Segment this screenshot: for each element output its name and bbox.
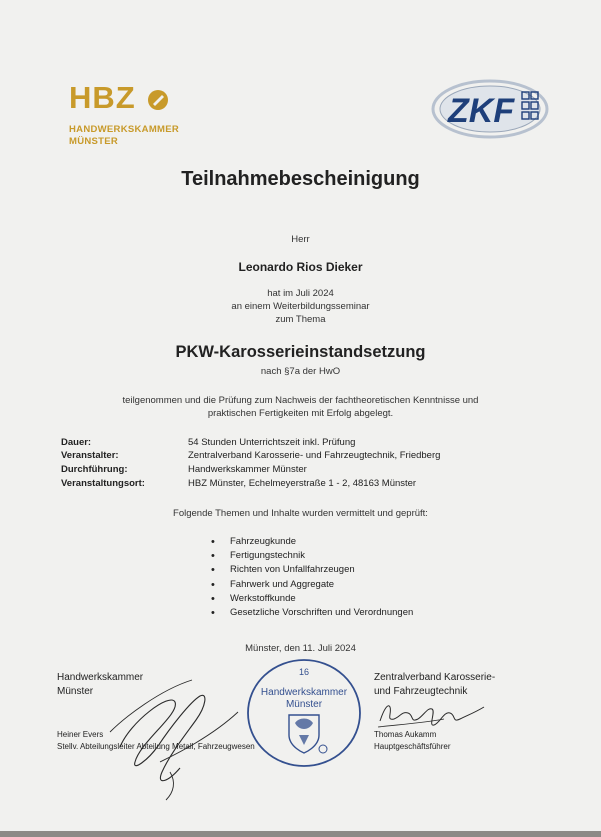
result-line-1: teilgenommen und die Prüfung zum Nachweis der fachtheoretischen Kenntnisse und [122,395,479,406]
zkf-logo [430,78,550,140]
topics-intro: Folgende Themen und Inhalte wurden vermittelt und geprüft: [173,508,428,519]
signature-right-role: Hauptgeschäftsführer [374,742,451,751]
signature-right-org-line1: Zentralverband Karosserie- [374,672,496,683]
detail-label: Durchführung: [61,464,128,475]
hbz-logo-line1: HANDWERKSKAMMER [69,124,180,135]
seminar-basis: nach §7a der HwO [260,366,341,377]
detail-row-execution [0,463,601,477]
stamp-number: 16 [298,667,310,677]
detail-row-venue [0,477,601,491]
detail-value: 54 Stunden Unterrichtszeit inkl. Prüfung [188,437,356,448]
stamp-line1: Handwerkskammer [260,687,348,698]
intro-line-1: hat im Juli 2024 [267,288,334,299]
signature-left-name: Heiner Evers [57,730,104,739]
stamp-line2: Münster [285,699,323,710]
details-table [0,436,601,496]
intro-line-2: an einem Weiterbildungsseminar [231,301,370,312]
zkf-logo-wordmark: ZKF [448,92,515,130]
participant-name: Leonardo Rios Dieker [238,260,363,274]
signature-left-org-line2: Münster [57,686,94,697]
signature-right-org-line2: und Fahrzeugtechnik [374,686,468,697]
hbz-logo [69,80,199,150]
hbz-logo-wordmark: HBZ [69,80,136,115]
intro-line-3: zum Thema [275,314,326,325]
list-item: • Fertigungstechnik [211,549,413,563]
detail-value: HBZ Münster, Echelmeyerstraße 1 - 2, 48163 Münster [188,478,417,489]
list-item: • Richten von Unfallfahrzeugen [211,563,413,577]
list-item: • Werkstoffkunde [211,592,413,606]
signature-left-org-line1: Handwerkskammer [57,672,144,683]
signature-left-handwriting [100,672,250,802]
list-item: • Fahrwerk und Aggregate [211,578,413,592]
detail-row-organizer [0,449,601,463]
detail-value: Handwerkskammer Münster [188,464,307,475]
stamp [245,657,363,769]
hbz-logo-mark-icon [147,89,169,111]
page-title: Teilnahmebescheinigung [181,168,420,190]
detail-row-duration [0,436,601,450]
signature-right-name: Thomas Aukamm [374,730,437,739]
list-item: • Fahrzeugkunde [211,535,413,549]
signature-right-handwriting [374,697,494,733]
signature-left-role: Stellv. Abteilungsleiter Abteilung Metall, Fahrzeugwesen [57,742,255,751]
detail-label: Veranstaltungsort: [61,478,145,489]
result-line-2: praktischen Fertigkeiten mit Erfolg abgelegt. [207,408,394,419]
topics-list [211,535,413,620]
list-item: • Gesetzliche Vorschriften und Verordnungen [211,606,413,620]
detail-label: Dauer: [61,437,92,448]
hbz-logo-line2: MÜNSTER [69,136,119,147]
bottom-edge [0,831,601,837]
place-date: Münster, den 11. Juli 2024 [245,643,356,654]
seminar-title: PKW-Karosserieinstandsetzung [175,343,426,361]
salutation: Herr [291,234,310,245]
detail-value: Zentralverband Karosserie- und Fahrzeugtechnik, Friedberg [188,450,441,461]
detail-label: Veranstalter: [61,450,119,461]
